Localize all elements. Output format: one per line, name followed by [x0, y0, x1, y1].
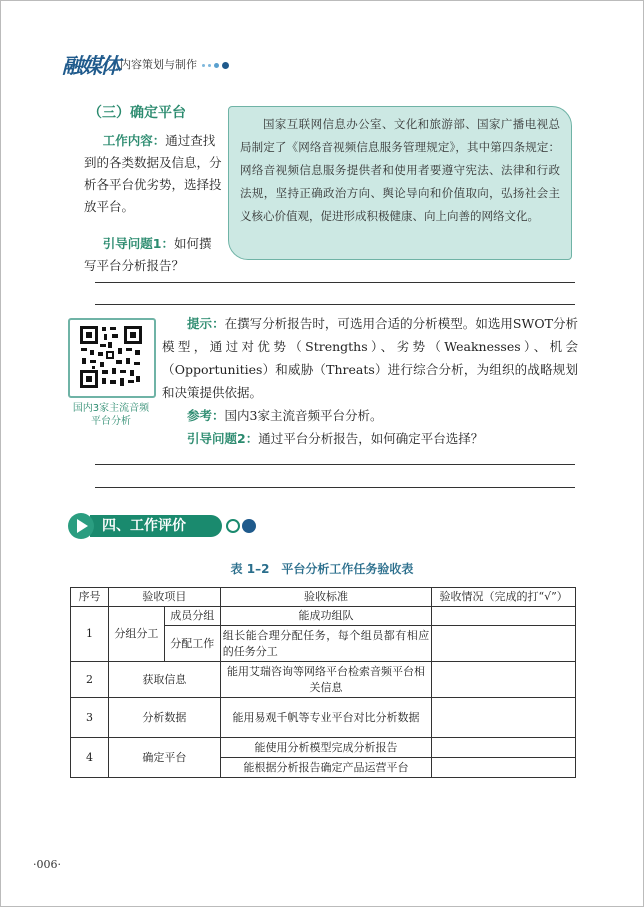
table-row: [71, 698, 576, 738]
work-label: 工作内容：: [102, 133, 166, 148]
play-circle-icon: [68, 513, 94, 539]
qr-code-icon[interactable]: [78, 324, 144, 390]
row-number: 4: [71, 738, 109, 778]
check-cell[interactable]: [432, 626, 576, 662]
row-item: 确定平台: [108, 738, 220, 778]
row-item: 分析数据: [108, 698, 220, 738]
q1-text: 如何撰写平台分析报告？: [84, 235, 212, 273]
answer-line[interactable]: [95, 304, 575, 305]
check-cell[interactable]: [432, 607, 576, 626]
row-standard: 能成功组队: [220, 607, 432, 626]
header-cell: 验收项目: [108, 588, 220, 607]
q2-label: 引导问题2：: [187, 431, 259, 446]
row-number: 3: [71, 698, 109, 738]
answer-line[interactable]: [95, 282, 575, 283]
ref-text: 国内3家主流音频平台分析。: [224, 408, 383, 423]
row-item: 分组分工: [108, 607, 164, 662]
book-title: 内容策划与制作: [120, 58, 197, 71]
guide-question-1: [84, 220, 222, 289]
row-number: 2: [71, 662, 109, 698]
row-standard: 能使用分析模型完成分析报告: [220, 738, 432, 758]
q2-text: 通过平台分析报告，如何确定平台选择？: [258, 431, 484, 446]
work-content: [84, 130, 222, 218]
row-number: 1: [71, 607, 109, 662]
answer-line[interactable]: [95, 487, 575, 488]
tip-label: 提示：: [187, 316, 225, 331]
section-heading: （三）确定平台: [88, 105, 186, 121]
check-cell[interactable]: [432, 758, 576, 778]
header-cell: 序号: [71, 588, 109, 607]
work-text: 通过查找到的各类数据及信息，分析各平台优劣势，选择投放平台。: [84, 133, 222, 214]
header-cell: 验收情况（完成的打“√”）: [432, 588, 576, 607]
table-header-row: [71, 588, 576, 607]
ref-label: 参考：: [187, 408, 225, 423]
row-standard: 组长能合理分配任务，每个组员都有相应的任务分工: [220, 626, 432, 662]
banner-title: 四、工作评价: [90, 515, 222, 537]
table-row: [71, 662, 576, 698]
acceptance-table: [70, 587, 576, 778]
answer-line[interactable]: [95, 464, 575, 465]
row-standard: 能用艾瑞咨询等网络平台检索音频平台相关信息: [220, 662, 432, 698]
header-cell: 验收标准: [220, 588, 432, 607]
row-standard: 能用易观千帆等专业平台对比分析数据: [220, 698, 432, 738]
ring-dot-icon: [226, 519, 240, 533]
check-cell[interactable]: [432, 738, 576, 758]
qr-caption: 国内3家主流音频平台分析: [72, 403, 150, 427]
table-title: 表 1–2 平台分析工作任务验收表: [230, 562, 414, 576]
row-standard: 能根据分析报告确定产品运营平台: [220, 758, 432, 778]
table-row: [71, 607, 576, 626]
header-dots-icon: [202, 55, 232, 74]
q1-label: 引导问题1：: [102, 235, 174, 251]
regulation-note-box: 国家互联网信息办公室、文化和旅游部、国家广播电视总局制定了《网络音视频信息服务管理规定》，其中第四条规定：网络音视频信息服务提供者和使用者要遵守宪法、法律和行政法规，坚持正确政治方向、舆论导向和价值取向，弘扬社会主义核心价值观，促进形成积极健康、向上向善的网络文化。: [228, 106, 572, 260]
row-subitem: 成员分组: [164, 607, 220, 626]
filled-dot-icon: [242, 519, 256, 533]
check-cell[interactable]: [432, 662, 576, 698]
book-logo: 融媒体: [62, 54, 119, 78]
row-subitem: 分配工作: [164, 626, 220, 662]
tip-block: [162, 312, 578, 450]
row-item: 获取信息: [108, 662, 220, 698]
page-number: ·006·: [33, 858, 61, 871]
tip-text: 在撰写分析报告时，可选用合适的分析模型。如选用SWOT分析模型，通过对优势（Strengths）、劣势（Weaknesses）、机会（Opportunities）和威胁（Threats）进行综合分析，为组织的战略规划和决策提供依据。: [162, 316, 578, 400]
table-row: [71, 738, 576, 758]
qr-block: [68, 318, 156, 428]
check-cell[interactable]: [432, 698, 576, 738]
